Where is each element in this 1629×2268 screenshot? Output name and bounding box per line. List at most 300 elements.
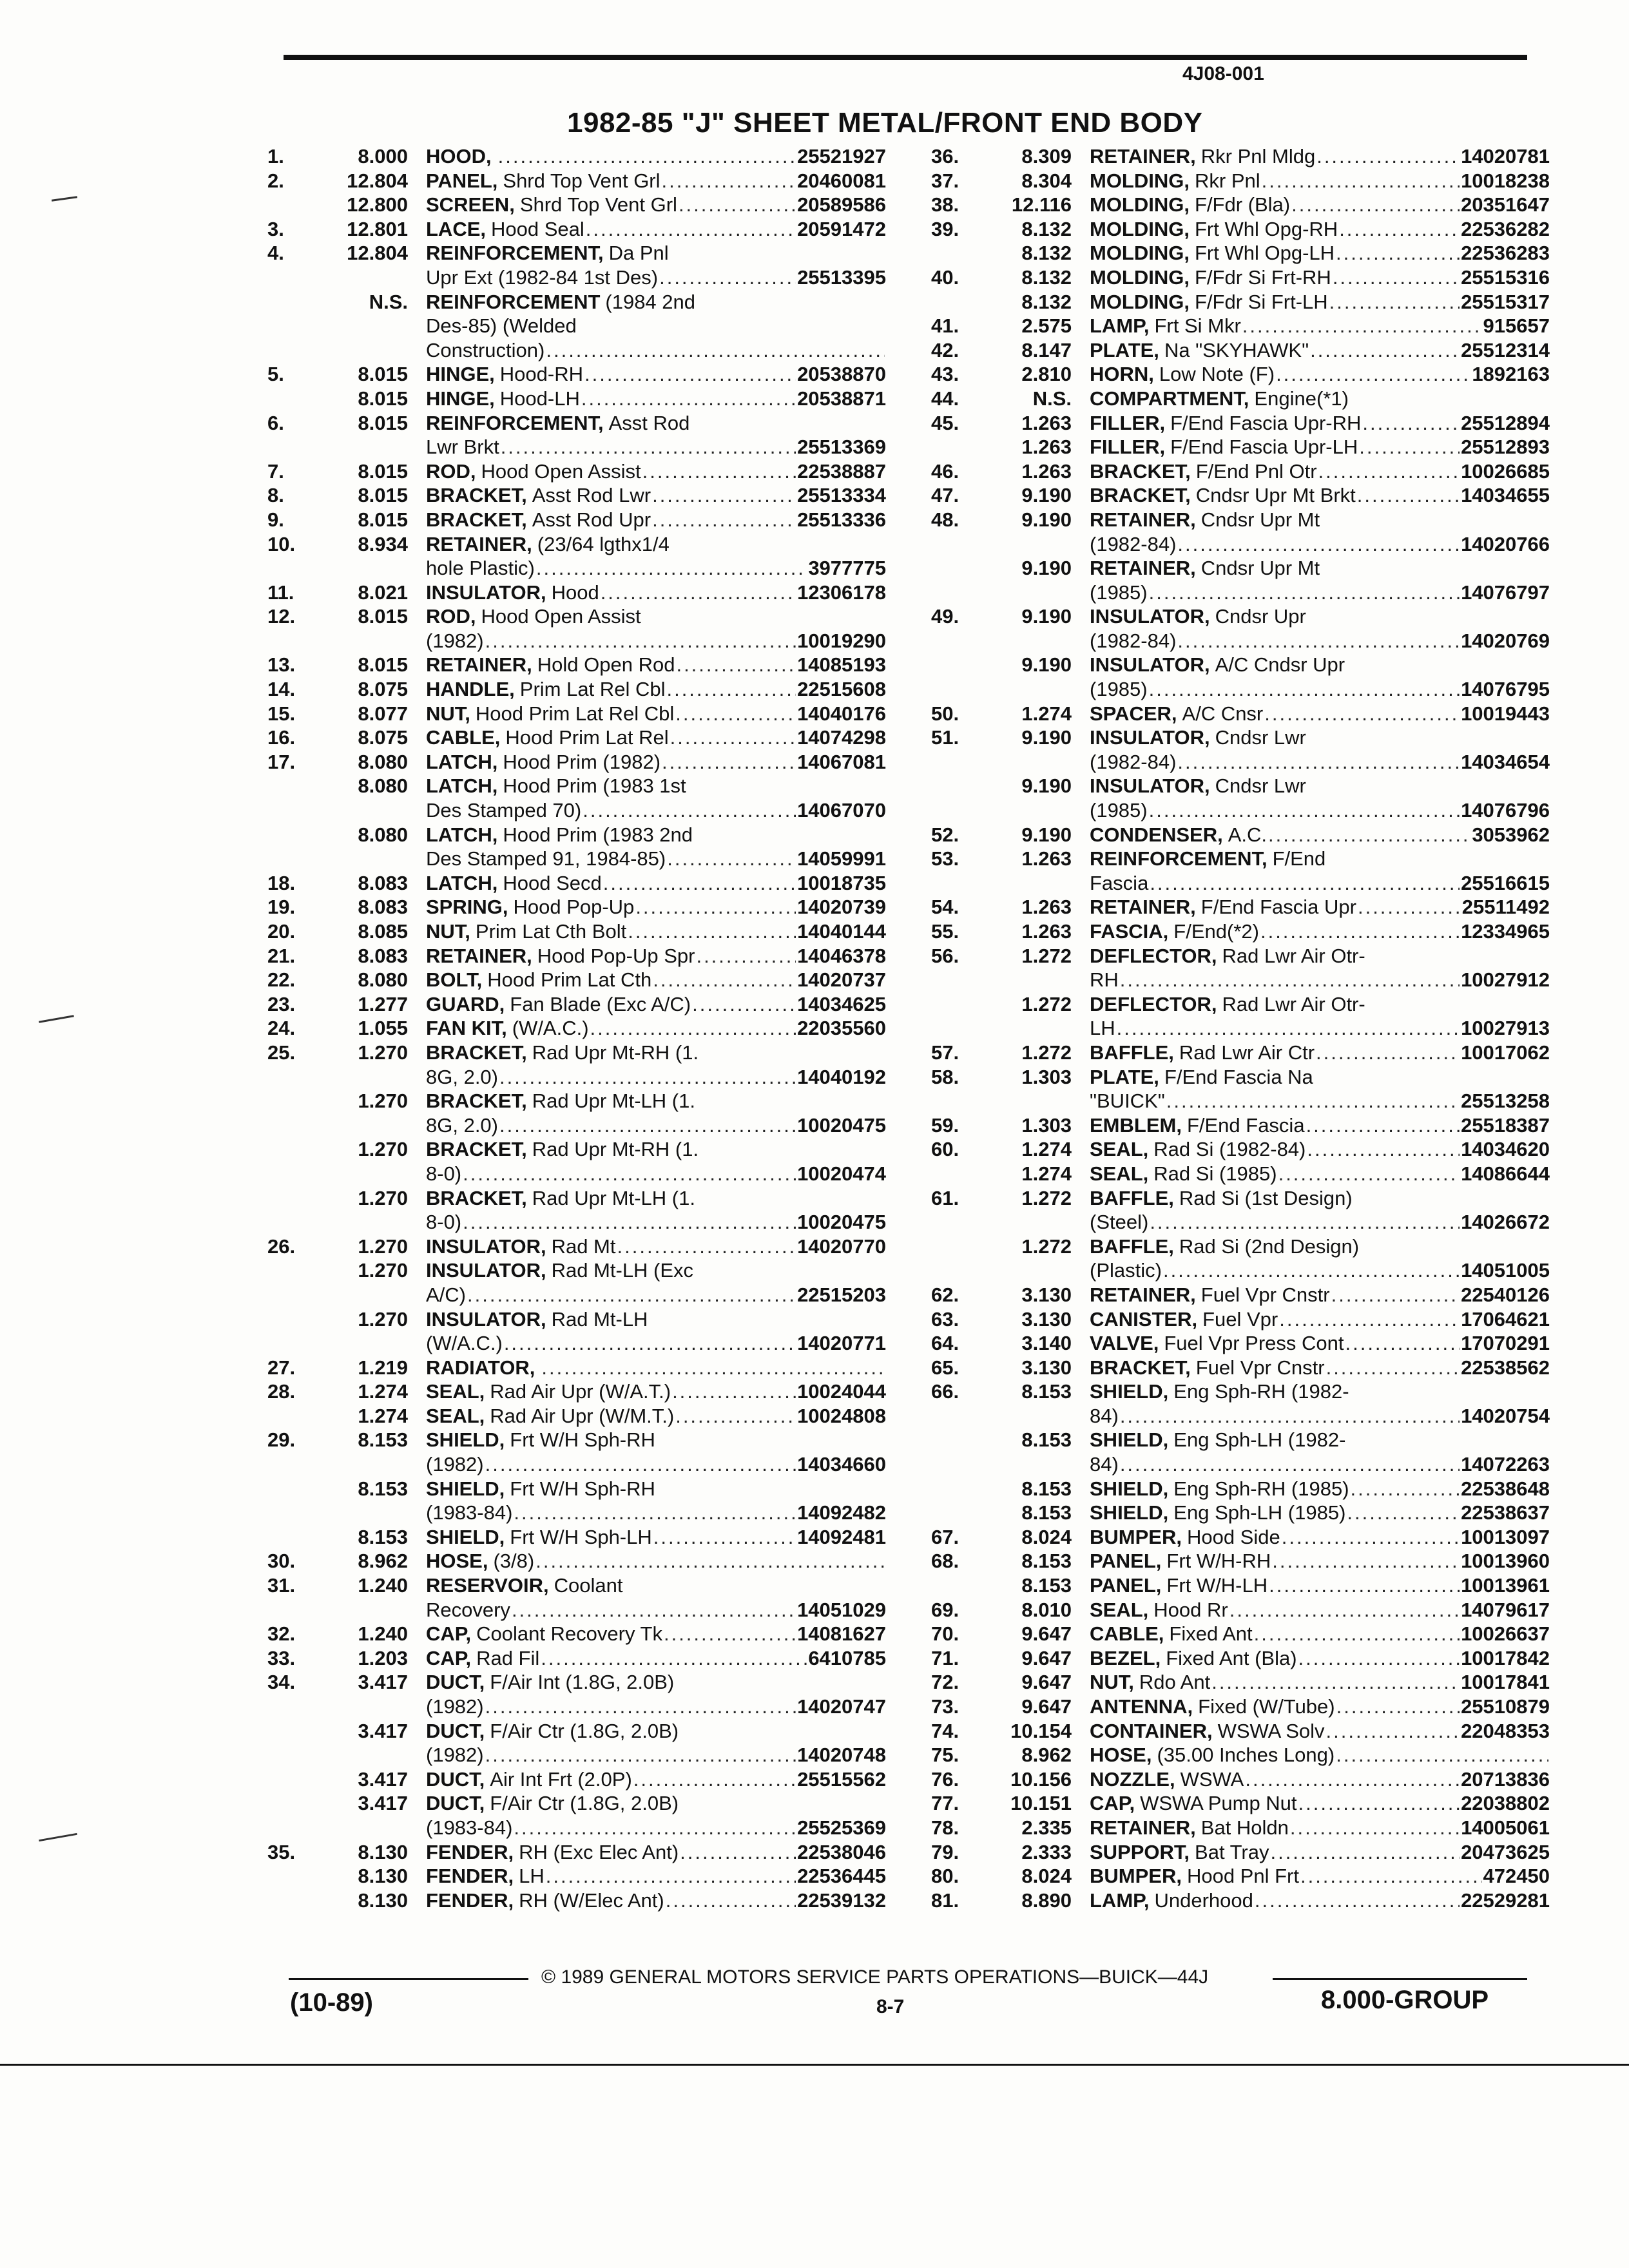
part-detail: WSWA Pump Nut	[1140, 1792, 1297, 1815]
group-number	[988, 1404, 1090, 1428]
part-name: BUMPER,	[1090, 1865, 1182, 1888]
part-detail: Rad Lwr Air Otr-	[1222, 992, 1365, 1015]
group-number: 8.080	[358, 823, 408, 846]
part-number: 25512894	[1461, 411, 1550, 434]
part-description	[426, 1864, 886, 1888]
item-number: 7.	[267, 459, 284, 483]
group-number	[988, 968, 1090, 992]
part-name: SEAL,	[1090, 1138, 1149, 1161]
item-number: 44.	[931, 387, 959, 410]
part-number: 25515317	[1461, 290, 1550, 313]
part-description	[426, 1549, 886, 1573]
part-number: 14059991	[797, 847, 886, 870]
part-number: 22538046	[797, 1840, 886, 1863]
part-number: 22538887	[797, 459, 886, 483]
part-name: HANDLE,	[426, 678, 515, 701]
dot-leader	[1269, 1573, 1460, 1598]
parts-row	[267, 338, 886, 363]
part-detail: F/End(*2)	[1173, 920, 1259, 943]
part-detail: Rad Si (1st Design)	[1179, 1186, 1353, 1209]
parts-row	[931, 847, 1550, 871]
part-name: HINGE,	[426, 387, 495, 410]
part-number: 25521927	[797, 145, 886, 168]
part-detail: Des Stamped 91, 1984-85)	[426, 847, 666, 870]
dot-leader	[642, 459, 796, 484]
part-name: MOLDING,	[1090, 242, 1190, 265]
group-number	[324, 314, 426, 338]
part-description	[1090, 1041, 1550, 1065]
group-number	[988, 1452, 1090, 1477]
part-name: SPRING,	[426, 896, 508, 919]
dot-leader	[653, 968, 796, 992]
item-number: 56.	[931, 944, 959, 967]
dot-leader	[498, 144, 796, 169]
parts-row	[931, 1816, 1550, 1840]
part-number: 14034620	[1461, 1138, 1550, 1161]
dot-leader	[1282, 1525, 1460, 1550]
part-description	[426, 968, 886, 992]
part-name: HOOD,	[426, 145, 492, 168]
parts-row	[931, 483, 1550, 508]
part-number: 14079617	[1461, 1598, 1550, 1621]
part-number: 12334965	[1461, 920, 1550, 943]
part-number: 472450	[1483, 1865, 1550, 1888]
group-number: 1.303	[1021, 1113, 1072, 1137]
item-number: 54.	[931, 896, 959, 919]
part-name: CAP,	[426, 1646, 472, 1669]
part-detail: Hood-LH	[499, 387, 580, 410]
group-number: 8.080	[358, 750, 408, 773]
part-name: VALVE,	[1090, 1332, 1159, 1355]
footer-copyright: © 1989 GENERAL MOTORS SERVICE PARTS OPERATIONS—BUICK—44J	[541, 1966, 1209, 1988]
item-number: 62.	[931, 1283, 959, 1306]
parts-row	[931, 1113, 1550, 1138]
part-description	[1090, 1743, 1550, 1767]
parts-row	[931, 1089, 1550, 1113]
dot-leader	[680, 1840, 796, 1865]
part-detail: Frt Whl Opg-LH	[1195, 242, 1335, 265]
part-number: 14040192	[797, 1065, 886, 1088]
parts-row	[267, 1162, 886, 1186]
part-description	[426, 1235, 886, 1259]
item-number: 66.	[931, 1380, 959, 1403]
part-detail: Hood Open Assist	[481, 459, 641, 483]
part-description	[426, 847, 886, 871]
dot-leader	[590, 1016, 796, 1041]
item-number	[931, 290, 988, 314]
dot-leader	[463, 1210, 796, 1235]
group-number: 3.130	[1021, 1307, 1072, 1331]
document-id: 4J08-001	[1182, 63, 1264, 84]
part-number: 22515203	[797, 1283, 886, 1306]
part-description	[426, 1331, 886, 1356]
parts-row	[267, 411, 886, 436]
parts-row	[267, 604, 886, 629]
part-detail: Hood Side	[1186, 1525, 1280, 1548]
dot-leader	[1262, 169, 1460, 193]
group-number: 1.274	[1021, 1138, 1072, 1161]
item-number: 10.	[267, 532, 296, 555]
parts-row	[267, 290, 886, 314]
part-description	[426, 435, 886, 459]
parts-row	[931, 1404, 1550, 1428]
dot-leader	[1264, 702, 1460, 726]
item-number: 13.	[267, 653, 296, 677]
part-description	[1090, 1307, 1550, 1332]
part-detail: Hood Pop-Up	[513, 896, 635, 919]
part-detail: Prim Lat Rel Cbl	[519, 678, 666, 701]
dot-leader	[1177, 629, 1460, 653]
part-number: 14076797	[1461, 581, 1550, 604]
parts-row	[267, 1452, 886, 1477]
group-number: 8.015	[358, 484, 408, 507]
part-number: 25516615	[1461, 871, 1550, 894]
item-number	[267, 1162, 324, 1186]
group-number: 12.801	[347, 217, 408, 240]
part-detail: (1985)	[1090, 678, 1148, 701]
part-description	[1090, 1452, 1550, 1477]
part-description	[1090, 1864, 1550, 1888]
dot-leader	[1359, 435, 1460, 459]
dot-leader	[1149, 581, 1460, 605]
part-detail: Rad Upr Mt-RH (1.	[532, 1138, 699, 1161]
part-name: RETAINER,	[1090, 896, 1196, 919]
parts-row	[267, 483, 886, 508]
part-number: 25525369	[797, 1816, 886, 1839]
part-description	[426, 362, 886, 387]
part-description	[426, 169, 886, 193]
item-number: 47.	[931, 484, 959, 507]
parts-row	[267, 1743, 886, 1767]
part-name: CABLE,	[1090, 1622, 1164, 1646]
group-number: 8.085	[358, 920, 408, 943]
group-number: 3.417	[358, 1767, 408, 1791]
part-description	[1090, 1186, 1550, 1211]
part-name: INSULATOR,	[1090, 605, 1210, 628]
part-detail: Eng Sph-LH (1982-	[1173, 1428, 1346, 1452]
item-number	[931, 1089, 988, 1113]
item-number: 70.	[931, 1622, 959, 1646]
part-detail: 8G, 2.0)	[426, 1065, 498, 1088]
part-detail: Frt W/H-LH	[1166, 1574, 1268, 1597]
group-number	[324, 435, 426, 459]
item-number	[267, 1525, 324, 1550]
dot-leader	[583, 798, 796, 823]
group-number: 8.080	[358, 968, 408, 992]
part-detail: Recovery	[426, 1598, 510, 1621]
part-number: 25510879	[1461, 1695, 1550, 1718]
item-number	[931, 1016, 988, 1041]
dot-leader	[485, 1452, 796, 1477]
part-number: 10020474	[797, 1162, 886, 1185]
item-number	[931, 798, 988, 823]
dot-leader	[485, 629, 796, 653]
part-description	[1090, 1598, 1550, 1622]
part-name: DUCT,	[426, 1671, 485, 1694]
dot-leader	[1117, 1016, 1460, 1041]
part-name: BAFFLE,	[1090, 1235, 1174, 1258]
item-number	[931, 653, 988, 677]
part-number: 25515562	[797, 1767, 886, 1791]
part-detail: F/End Fascia	[1186, 1113, 1305, 1137]
part-number: 10017842	[1461, 1646, 1550, 1669]
part-number: 22536445	[797, 1865, 886, 1888]
dot-leader	[485, 1695, 796, 1719]
group-number: 8.153	[358, 1525, 408, 1548]
part-description	[1090, 1235, 1550, 1259]
item-number: 40.	[931, 265, 959, 289]
part-number: 14046378	[797, 944, 886, 967]
part-name: BRACKET,	[1090, 1356, 1191, 1379]
part-description	[426, 1525, 886, 1550]
group-number: 8.024	[1021, 1525, 1072, 1548]
item-number	[267, 338, 324, 363]
part-description	[426, 1670, 886, 1695]
part-description	[426, 1258, 886, 1283]
item-number: 18.	[267, 871, 296, 894]
group-number: 8.890	[1021, 1888, 1072, 1912]
group-number: 8.080	[358, 774, 408, 798]
item-number	[931, 532, 988, 557]
part-description	[426, 774, 886, 798]
part-detail: RH	[1090, 968, 1119, 992]
item-number: 63.	[931, 1307, 959, 1331]
part-name: INSULATOR,	[426, 1235, 546, 1258]
parts-row	[931, 677, 1550, 702]
part-detail: Engine(*1)	[1254, 387, 1349, 410]
part-description	[1090, 1331, 1550, 1356]
part-description	[1090, 774, 1550, 798]
part-description	[1090, 1719, 1550, 1744]
dot-leader	[617, 1235, 796, 1259]
part-detail: RH (Exc Elec Ant)	[519, 1840, 679, 1863]
parts-row	[267, 1428, 886, 1452]
part-name: FILLER,	[1090, 436, 1166, 459]
part-name: SHIELD,	[426, 1525, 505, 1548]
item-number	[267, 1331, 324, 1356]
group-number	[324, 265, 426, 290]
item-number	[931, 968, 988, 992]
part-name: BRACKET,	[1090, 484, 1191, 507]
group-number: 2.810	[1021, 363, 1072, 386]
part-number: 14034660	[797, 1453, 886, 1476]
parts-row	[931, 871, 1550, 896]
part-name: BRACKET,	[426, 1090, 527, 1113]
part-name: FENDER,	[426, 1865, 514, 1888]
part-detail: Frt Whl Opg-RH	[1195, 217, 1338, 240]
parts-row	[931, 895, 1550, 919]
dot-leader	[1276, 362, 1470, 387]
part-name: LACE,	[426, 217, 486, 240]
part-name: RETAINER,	[1090, 1816, 1196, 1839]
part-number: 14020754	[1461, 1404, 1550, 1427]
parts-row	[267, 1719, 886, 1744]
part-name: EMBLEM,	[1090, 1113, 1182, 1137]
part-number: 915657	[1483, 314, 1550, 338]
part-description	[426, 604, 886, 629]
group-number: 8.153	[1021, 1428, 1072, 1452]
item-number: 61.	[931, 1186, 959, 1209]
part-description	[426, 823, 886, 847]
part-description	[1090, 508, 1550, 532]
part-description	[1090, 1816, 1550, 1840]
parts-row	[267, 217, 886, 242]
parts-row	[267, 823, 886, 847]
item-number	[931, 1210, 988, 1235]
part-name: CONTAINER,	[1090, 1719, 1213, 1742]
part-detail: Rad Upr Mt-LH (1.	[532, 1186, 695, 1209]
item-number	[931, 677, 988, 702]
part-name: BRACKET,	[426, 1186, 527, 1209]
dot-leader	[467, 1283, 796, 1307]
part-description	[1090, 726, 1550, 750]
group-number	[324, 556, 426, 581]
part-number: 10019290	[797, 629, 886, 652]
group-number: 8.934	[358, 532, 408, 555]
part-detail: LH	[519, 1865, 545, 1888]
parts-row	[931, 169, 1550, 193]
group-number	[324, 1816, 426, 1840]
group-number	[988, 798, 1090, 823]
item-number: 29.	[267, 1428, 296, 1452]
item-number: 80.	[931, 1865, 959, 1888]
group-number: 2.333	[1021, 1840, 1072, 1863]
dot-leader	[1362, 411, 1460, 436]
part-detail: F/Fdr (Bla)	[1195, 193, 1291, 216]
part-number: 14040176	[797, 702, 886, 725]
parts-row	[931, 1258, 1550, 1283]
header-rule	[284, 55, 1527, 60]
part-detail: Eng Sph-RH (1982-	[1173, 1380, 1349, 1403]
part-name: FASCIA,	[1090, 920, 1169, 943]
group-number: 8.153	[1021, 1380, 1072, 1403]
part-number: 12306178	[797, 581, 886, 604]
group-number: 9.647	[1021, 1622, 1072, 1646]
part-detail: Fixed Ant	[1169, 1622, 1253, 1646]
parts-row	[267, 241, 886, 265]
part-detail: Air Int Frt (2.0P)	[490, 1767, 632, 1791]
item-number	[267, 435, 324, 459]
part-description	[1090, 847, 1550, 871]
part-name: LATCH,	[426, 750, 498, 773]
part-name: SHIELD,	[426, 1477, 505, 1500]
parts-row	[267, 1404, 886, 1428]
group-number: 3.417	[358, 1792, 408, 1815]
parts-row	[931, 362, 1550, 387]
part-number: 14020766	[1461, 532, 1550, 555]
item-number: 31.	[267, 1574, 296, 1597]
part-name: BAFFLE,	[1090, 1041, 1174, 1064]
bottom-edge-rule	[0, 2064, 1629, 2066]
group-number: 1.270	[358, 1138, 408, 1161]
part-description	[426, 1477, 886, 1501]
dot-leader	[601, 581, 796, 605]
part-description	[1090, 629, 1550, 653]
parts-row	[931, 338, 1550, 363]
part-description	[1090, 1525, 1550, 1550]
parts-row	[267, 1331, 886, 1356]
group-number: 1.274	[358, 1404, 408, 1427]
dot-leader	[1149, 677, 1460, 702]
parts-row	[931, 1864, 1550, 1888]
part-number: 25513336	[797, 508, 886, 531]
group-number: 2.335	[1021, 1816, 1072, 1839]
parts-row	[931, 1016, 1550, 1041]
footer-rule-left	[289, 1978, 528, 1980]
group-number: 8.309	[1021, 145, 1072, 168]
dot-leader	[541, 1356, 885, 1380]
part-detail: (1982-84)	[1090, 532, 1177, 555]
parts-row	[267, 1646, 886, 1671]
group-number	[324, 1452, 426, 1477]
part-detail: Asst Rod Upr	[532, 508, 651, 531]
dot-leader	[633, 1767, 796, 1792]
dot-leader	[662, 750, 796, 774]
dot-leader	[1298, 1791, 1460, 1816]
part-detail: Hood-RH	[499, 363, 584, 386]
part-description	[1090, 1501, 1550, 1525]
item-number: 52.	[931, 823, 959, 846]
group-number: 1.219	[358, 1356, 408, 1379]
part-name: BRACKET,	[426, 484, 527, 507]
parts-row	[267, 944, 886, 968]
item-number	[931, 241, 988, 265]
parts-row	[267, 169, 886, 193]
part-number: 20538871	[797, 387, 886, 410]
part-name: FENDER,	[426, 1888, 514, 1912]
group-number	[324, 1695, 426, 1719]
dot-leader	[485, 1743, 796, 1767]
part-detail: (1982)	[426, 1695, 484, 1718]
parts-row	[931, 1186, 1550, 1211]
group-number: 8.132	[1021, 242, 1072, 265]
part-description	[1090, 387, 1550, 411]
parts-list-left	[267, 144, 886, 1912]
dot-leader	[635, 895, 796, 919]
part-description	[426, 944, 886, 968]
part-detail: Asst Rod	[608, 411, 690, 434]
group-number: 1.263	[1021, 896, 1072, 919]
part-detail: A/C Cndsr Upr	[1215, 653, 1345, 677]
part-description	[1090, 169, 1550, 193]
part-number: 10013097	[1461, 1525, 1550, 1548]
part-number: 14072263	[1461, 1453, 1550, 1476]
group-number: 1.274	[1021, 1162, 1072, 1185]
parts-row	[931, 1525, 1550, 1550]
part-description	[426, 532, 886, 557]
item-number: 46.	[931, 459, 959, 483]
parts-row	[267, 750, 886, 774]
parts-row	[267, 1113, 886, 1138]
group-number: 8.153	[1021, 1550, 1072, 1573]
part-detail: Fan Blade (Exc A/C)	[510, 992, 691, 1015]
group-number: 9.190	[1021, 653, 1072, 677]
part-number: 10013960	[1461, 1550, 1550, 1573]
item-number	[267, 1283, 324, 1307]
group-number: 10.156	[1010, 1767, 1072, 1791]
item-number: 58.	[931, 1065, 959, 1088]
part-name: SHIELD,	[426, 1428, 505, 1452]
item-number	[267, 1598, 324, 1622]
part-number: 25511492	[1461, 896, 1550, 919]
parts-row	[931, 1598, 1550, 1622]
group-number	[324, 1065, 426, 1090]
group-number: 8.083	[358, 944, 408, 967]
dot-leader	[1351, 1477, 1460, 1501]
part-name: RETAINER,	[1090, 508, 1196, 531]
part-description	[1090, 314, 1550, 338]
item-number: 33.	[267, 1646, 296, 1669]
